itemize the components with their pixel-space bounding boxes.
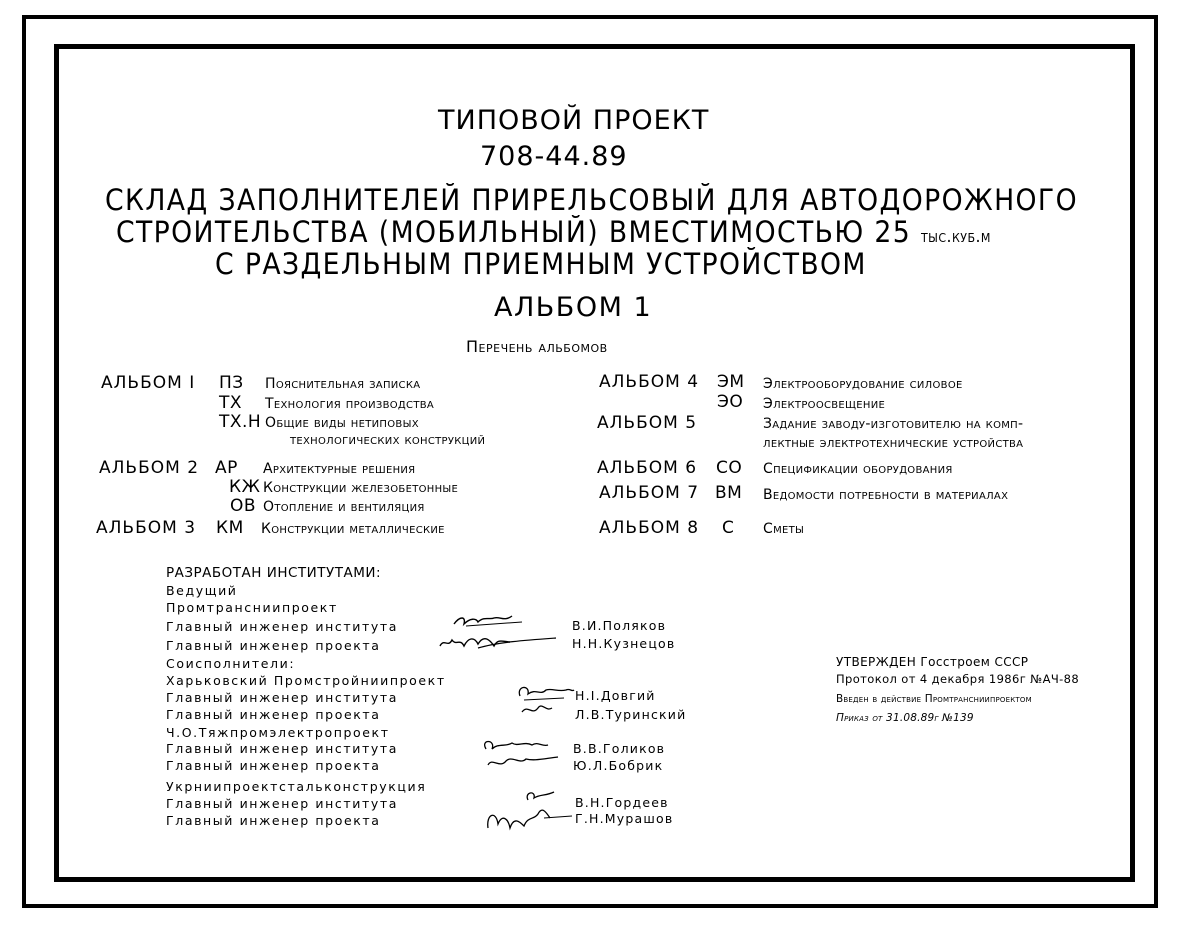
title-line-2-text: СТРОИТЕЛЬСТВА (МОБИЛЬНЫЙ) ВМЕСТИМОСТЬЮ 25 bbox=[116, 215, 912, 249]
approval-line-1: УТВЕРЖДЕН Госстроем СССР bbox=[836, 655, 1029, 669]
signature-gordeev-murashov bbox=[484, 788, 574, 840]
album-code: С bbox=[722, 518, 735, 538]
album-label: АЛЬБОМ 3 bbox=[96, 518, 197, 538]
org-name: Харьковский Промстройниипроект bbox=[166, 673, 446, 688]
signature-golikov bbox=[478, 735, 568, 775]
approval-line-4: Приказ от 31.08.89г №139 bbox=[836, 712, 974, 724]
signatory-name: Л.В.Туринский bbox=[575, 707, 687, 722]
signatory-name: В.Н.Гордеев bbox=[575, 795, 669, 810]
album-code: ТХ.Н bbox=[219, 412, 262, 432]
org-name: Ч.О.Тяжпромэлектропроект bbox=[166, 725, 390, 740]
approval-line-2: Протокол от 4 декабря 1986г №АЧ-88 bbox=[836, 672, 1080, 686]
album-title: АЛЬБОМ 1 bbox=[494, 292, 653, 323]
album-label: АЛЬБОМ 8 bbox=[599, 518, 700, 538]
album-code: ЭО bbox=[717, 392, 744, 412]
signatory-name: В.И.Поляков bbox=[572, 618, 667, 633]
chief-engineer-institute-label: Главный инженер института bbox=[166, 690, 398, 705]
album-desc: Электроосвещение bbox=[763, 396, 886, 412]
album-code: КЖ bbox=[229, 477, 261, 497]
chief-engineer-project-label: Главный инженер проекта bbox=[166, 813, 381, 828]
title-line-2 bbox=[116, 215, 991, 249]
album-desc: Ведомости потребности в материалах bbox=[763, 487, 1009, 503]
project-number: 708-44.89 bbox=[480, 141, 628, 172]
title-line-1: СКЛАД ЗАПОЛНИТЕЛЕЙ ПРИРЕЛЬСОВЫЙ ДЛЯ АВТОДОРОЖНОГО bbox=[105, 183, 1078, 217]
album-label: АЛЬБОМ 2 bbox=[99, 458, 200, 478]
album-code: СО bbox=[716, 458, 743, 478]
album-desc: лектные электротехнические устройства bbox=[763, 435, 1024, 451]
lead-label: Ведущий bbox=[166, 583, 238, 598]
chief-engineer-institute-label: Главный инженер института bbox=[166, 619, 398, 634]
developers-heading: РАЗРАБОТАН ИНСТИТУТАМИ: bbox=[166, 565, 381, 581]
signatory-name: Н.Н.Кузнецов bbox=[572, 636, 676, 651]
chief-engineer-project-label: Главный инженер проекта bbox=[166, 707, 381, 722]
title-line-3: С РАЗДЕЛЬНЫМ ПРИЕМНЫМ УСТРОЙСТВОМ bbox=[215, 247, 867, 281]
album-desc: Задание заводу-изготовителю на комп- bbox=[763, 416, 1024, 432]
album-label: АЛЬБОМ I bbox=[101, 373, 196, 393]
signatory-name: В.В.Голиков bbox=[573, 741, 666, 756]
project-type: ТИПОВОЙ ПРОЕКТ bbox=[438, 105, 710, 136]
signature-polyakov bbox=[452, 610, 542, 632]
album-code: КМ bbox=[216, 518, 244, 538]
album-desc: Сметы bbox=[763, 521, 805, 537]
album-code: ПЗ bbox=[219, 373, 244, 393]
album-code: ОВ bbox=[230, 496, 257, 516]
org-name: Укрниипроектстальконструкция bbox=[166, 779, 427, 794]
album-desc: Спецификации оборудования bbox=[763, 461, 953, 477]
signature-kuznetsov bbox=[438, 630, 558, 654]
chief-engineer-project-label: Главный инженер проекта bbox=[166, 758, 381, 773]
album-desc: Электрооборудование силовое bbox=[763, 376, 963, 392]
album-desc: Технология производства bbox=[265, 396, 435, 412]
album-desc: Конструкции металлические bbox=[261, 521, 445, 537]
album-desc: Архитектурные решения bbox=[263, 461, 416, 477]
signatory-name: Ю.Л.Бобрик bbox=[573, 758, 664, 773]
album-code: ТХ bbox=[219, 393, 243, 413]
album-desc: технологических конструкций bbox=[290, 432, 486, 448]
album-desc: Пояснительная записка bbox=[265, 376, 421, 392]
album-label: АЛЬБОМ 7 bbox=[599, 483, 700, 503]
co-executors-label: Соисполнители: bbox=[166, 656, 296, 671]
album-code: ВМ bbox=[715, 483, 743, 503]
album-label: АЛЬБОМ 5 bbox=[597, 413, 698, 433]
lead-org: Промтрансниипроект bbox=[166, 600, 338, 615]
album-desc: Отопление и вентиляция bbox=[263, 499, 425, 515]
chief-engineer-project-label: Главный инженер проекта bbox=[166, 638, 381, 653]
title-line-2-unit: тыс.куб.м bbox=[920, 227, 991, 247]
album-label: АЛЬБОМ 4 bbox=[599, 372, 700, 392]
album-list-heading: Перечень альбомов bbox=[466, 337, 608, 356]
signatory-name: Г.Н.Мурашов bbox=[575, 811, 674, 826]
album-label: АЛЬБОМ 6 bbox=[597, 458, 698, 478]
album-desc: Общие виды нетиповых bbox=[265, 415, 419, 431]
album-code: ЭМ bbox=[717, 372, 745, 392]
album-desc: Конструкции железобетонные bbox=[263, 480, 459, 496]
approval-line-3: Введен в действие Промтрансниипроектом bbox=[836, 693, 1032, 705]
chief-engineer-institute-label: Главный инженер института bbox=[166, 796, 398, 811]
chief-engineer-institute-label: Главный инженер института bbox=[166, 741, 398, 756]
signatory-name: Н.І.Довгий bbox=[575, 688, 656, 703]
signature-dovgiy bbox=[514, 682, 576, 722]
album-code: АР bbox=[215, 458, 238, 478]
